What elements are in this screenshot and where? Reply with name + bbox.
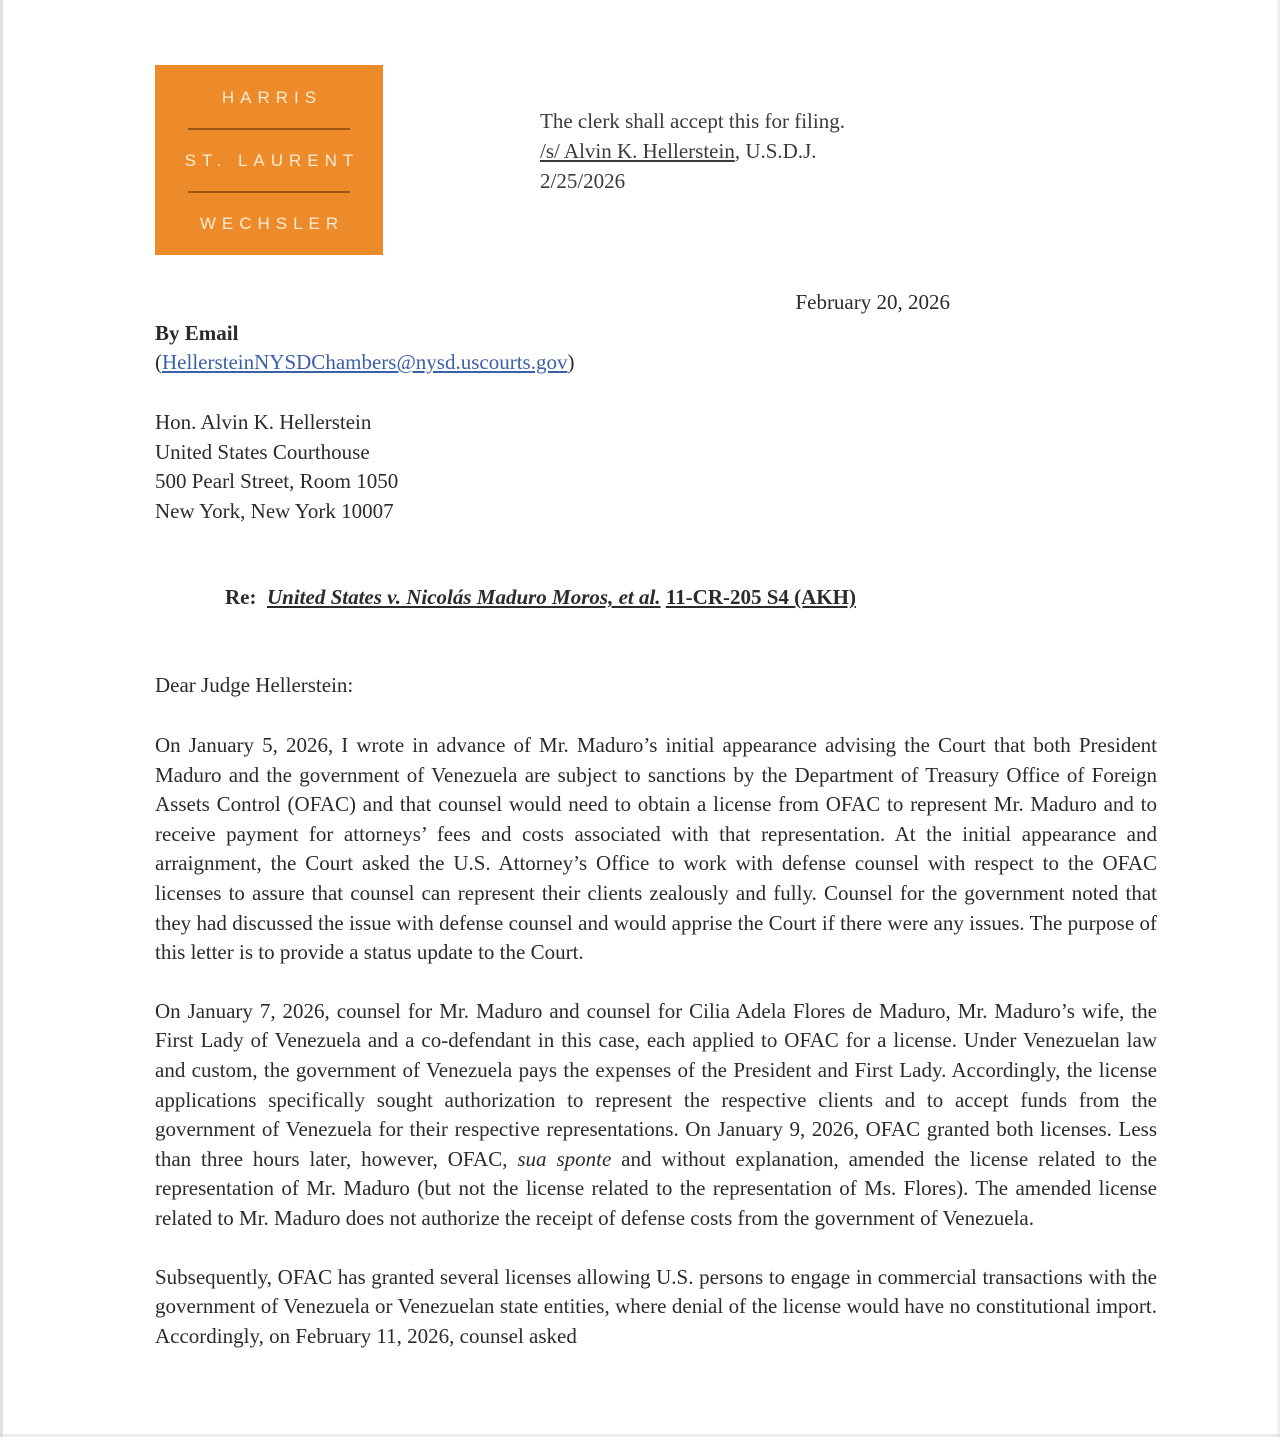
body-paragraph-1: On January 5, 2026, I wrote in advance of Mr. Maduro’s initial appearance advising the Court that both President Maduro and the government of Venezuela are subject to sanctions by the Department of Treasury Office of Foreign Assets Control (OFAC) and that counsel would need to obtain a license from OFAC to represent Mr. Maduro and to receive payment for attorneys’ fees and costs associated with that representation. At the initial appearance and arraignment, the Court asked the U.S. Attorney’s Office to work with defense counsel with respect to the OFAC licenses to assure that counsel can represent their clients zealously and fully. Counsel for the government noted that they had discussed the issue with defense counsel and would apprise the Court if there were any issues. The purpose of this letter is to provide a status update to the Court. [155, 733, 1157, 965]
delivery-method-heading: By Email [155, 321, 239, 345]
body-paragraph-2 [155, 997, 1157, 1234]
body-paragraph-2-part-a: On January 7, 2026, counsel for Mr. Maduro and counsel for Cilia Adela Flores de Maduro, Mr. Maduro’s wife, the First Lady of Venezuela and a co-defendant in this case, each applied to OFAC for a license. Under Venezuelan law and custom, the government of Venezuela pays the expenses of the President and First Lady. Accordingly, the license applications specifically sought authorization to represent the respective clients and to accept funds from the government of Venezuela for their respective representations. On January 9, 2026, OFAC granted both licenses. Less than three hours later, however, OFAC, [155, 998, 1157, 1171]
letter-date: February 20, 2026 [795, 290, 950, 314]
stamp-signature: /s/ Alvin K. Hellerstein [540, 139, 735, 163]
case-caption [155, 583, 1157, 611]
judicial-filing-stamp [540, 106, 845, 196]
case-number: 11-CR-205 S4 (AKH) [665, 585, 856, 609]
letter-body [155, 731, 1157, 1351]
stamp-title: , U.S.D.J. [734, 139, 817, 163]
recipient-city-state-zip: New York, New York 10007 [155, 498, 394, 523]
recipient-name: Hon. Alvin K. Hellerstein [155, 410, 372, 434]
re-label: Re: [225, 585, 257, 609]
email-line [155, 350, 574, 374]
email-open-paren: ( [155, 350, 162, 374]
firm-logo-rule-2 [188, 191, 350, 193]
salutation: Dear Judge Hellerstein: [155, 673, 354, 697]
email-close-paren: ) [567, 350, 575, 374]
recipient-street: 500 Pearl Street, Room 1050 [155, 469, 399, 493]
firm-logo-line-3: WECHSLER [199, 213, 345, 233]
stamp-date: 2/25/2026 [540, 169, 626, 193]
stamp-signature-line [540, 136, 845, 166]
firm-logo-rule-1 [188, 128, 350, 130]
body-paragraph-2-part-b: and without explanation, amended the license related to the representation of Mr. Maduro (but not the license related to the representation of Ms. Flores). The amended license related to Mr. Maduro does not authorize the receipt of defense costs from the government of Venezuela. [155, 1146, 1157, 1230]
recipient-courthouse: United States Courthouse [155, 439, 370, 464]
firm-logo [155, 65, 383, 255]
firm-logo-line-2: ST. LAURENT [184, 150, 360, 170]
case-name: United States v. Nicolás Maduro Moros, et al. [266, 585, 661, 609]
recipient-address-block [155, 408, 398, 526]
case-caption-inner [225, 583, 856, 611]
stamp-order-text: The clerk shall accept this for filing. [540, 109, 845, 133]
latin-term-sua-sponte: sua sponte [517, 1146, 612, 1171]
firm-logo-line-1: HARRIS [221, 87, 323, 107]
delivery-method-block [155, 319, 574, 377]
body-paragraph-3: Subsequently, OFAC has granted several licenses allowing U.S. persons to engage in commercial transactions with the government of Venezuela or Venezuelan state entities, where denial of the license would have no constitutional import. Accordingly, on February 11, 2026, counsel asked [155, 1264, 1157, 1348]
chambers-email-link[interactable]: HellersteinNYSDChambers@nysd.uscourts.gov [162, 350, 568, 374]
page-edge-left [0, 0, 3, 1437]
